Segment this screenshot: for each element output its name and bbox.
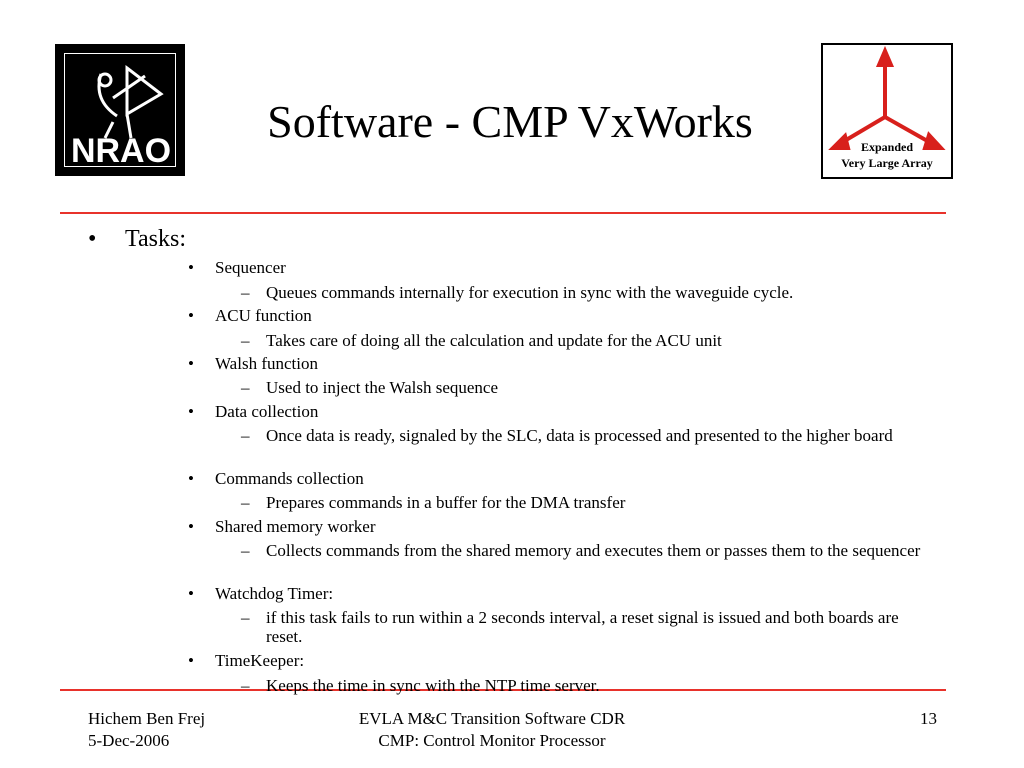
task-detail-text: Takes care of doing all the calculation and update for the ACU unit: [266, 331, 722, 350]
task-detail: [241, 676, 931, 695]
task-label: Walsh function: [215, 354, 318, 373]
task-detail: [241, 378, 931, 397]
task-label: Shared memory worker: [215, 517, 376, 536]
footer-center: [292, 708, 692, 752]
dash-marker: –: [241, 378, 250, 397]
task-label: Data collection: [215, 402, 319, 421]
task-detail: [241, 541, 931, 579]
task-detail-text: Prepares commands in a buffer for the DMA transfer: [266, 493, 626, 512]
dash-marker: –: [241, 608, 250, 627]
task-detail-text: if this task fails to run within a 2 seconds interval, a reset signal is issued and both boards are reset.: [266, 608, 899, 646]
footer-subtitle: CMP: Control Monitor Processor: [378, 731, 606, 750]
bullet-marker: •: [88, 226, 97, 252]
task-detail: [241, 283, 931, 302]
task-detail: [241, 493, 931, 512]
sub-bullet-marker: •: [188, 306, 194, 325]
task-detail-text: Once data is ready, signaled by the SLC, data is processed and presented to the higher board: [266, 426, 893, 445]
footer-left: [88, 708, 205, 752]
task-label: Watchdog Timer:: [215, 584, 334, 603]
sub-bullet-marker: •: [188, 651, 194, 670]
task-detail-text: Keeps the time in sync with the NTP time server.: [266, 676, 600, 695]
sub-bullet-marker: •: [188, 469, 194, 488]
sub-bullet-marker: •: [188, 584, 194, 603]
tasks-heading: Tasks:: [125, 226, 186, 252]
evla-line2: Very Large Array: [841, 156, 933, 170]
evla-line1: Expanded: [860, 140, 914, 154]
task-label: TimeKeeper:: [215, 651, 305, 670]
task-detail: [241, 608, 931, 646]
dash-marker: –: [241, 541, 250, 560]
sub-bullet-marker: •: [188, 354, 194, 373]
dash-marker: –: [241, 493, 250, 512]
task-label: ACU function: [215, 306, 312, 325]
task-detail-text: Collects commands from the shared memory and executes them or passes them to the sequencer: [266, 541, 921, 560]
dash-marker: –: [241, 331, 250, 350]
dash-marker: –: [241, 283, 250, 302]
nrao-wordmark: NRAO: [70, 132, 172, 168]
task-detail-text: Used to inject the Walsh sequence: [266, 378, 498, 397]
task-label: Sequencer: [215, 258, 286, 277]
slide-title: Software - CMP VxWorks: [267, 96, 753, 147]
sub-bullet-marker: •: [188, 402, 194, 421]
task-detail-text: Queues commands internally for execution in sync with the waveguide cycle.: [266, 283, 794, 302]
dash-marker: –: [241, 426, 250, 445]
footer-date: 5-Dec-2006: [88, 731, 170, 750]
page-number: 13: [920, 709, 937, 728]
task-detail: [241, 331, 931, 350]
task-label: Commands collection: [215, 469, 364, 488]
task-detail: [241, 426, 931, 464]
footer-event: EVLA M&C Transition Software CDR: [358, 709, 626, 728]
footer-author: Hichem Ben Frej: [88, 709, 206, 728]
sub-bullet-marker: •: [188, 258, 194, 277]
sub-bullet-marker: •: [188, 517, 194, 536]
dash-marker: –: [241, 676, 250, 695]
